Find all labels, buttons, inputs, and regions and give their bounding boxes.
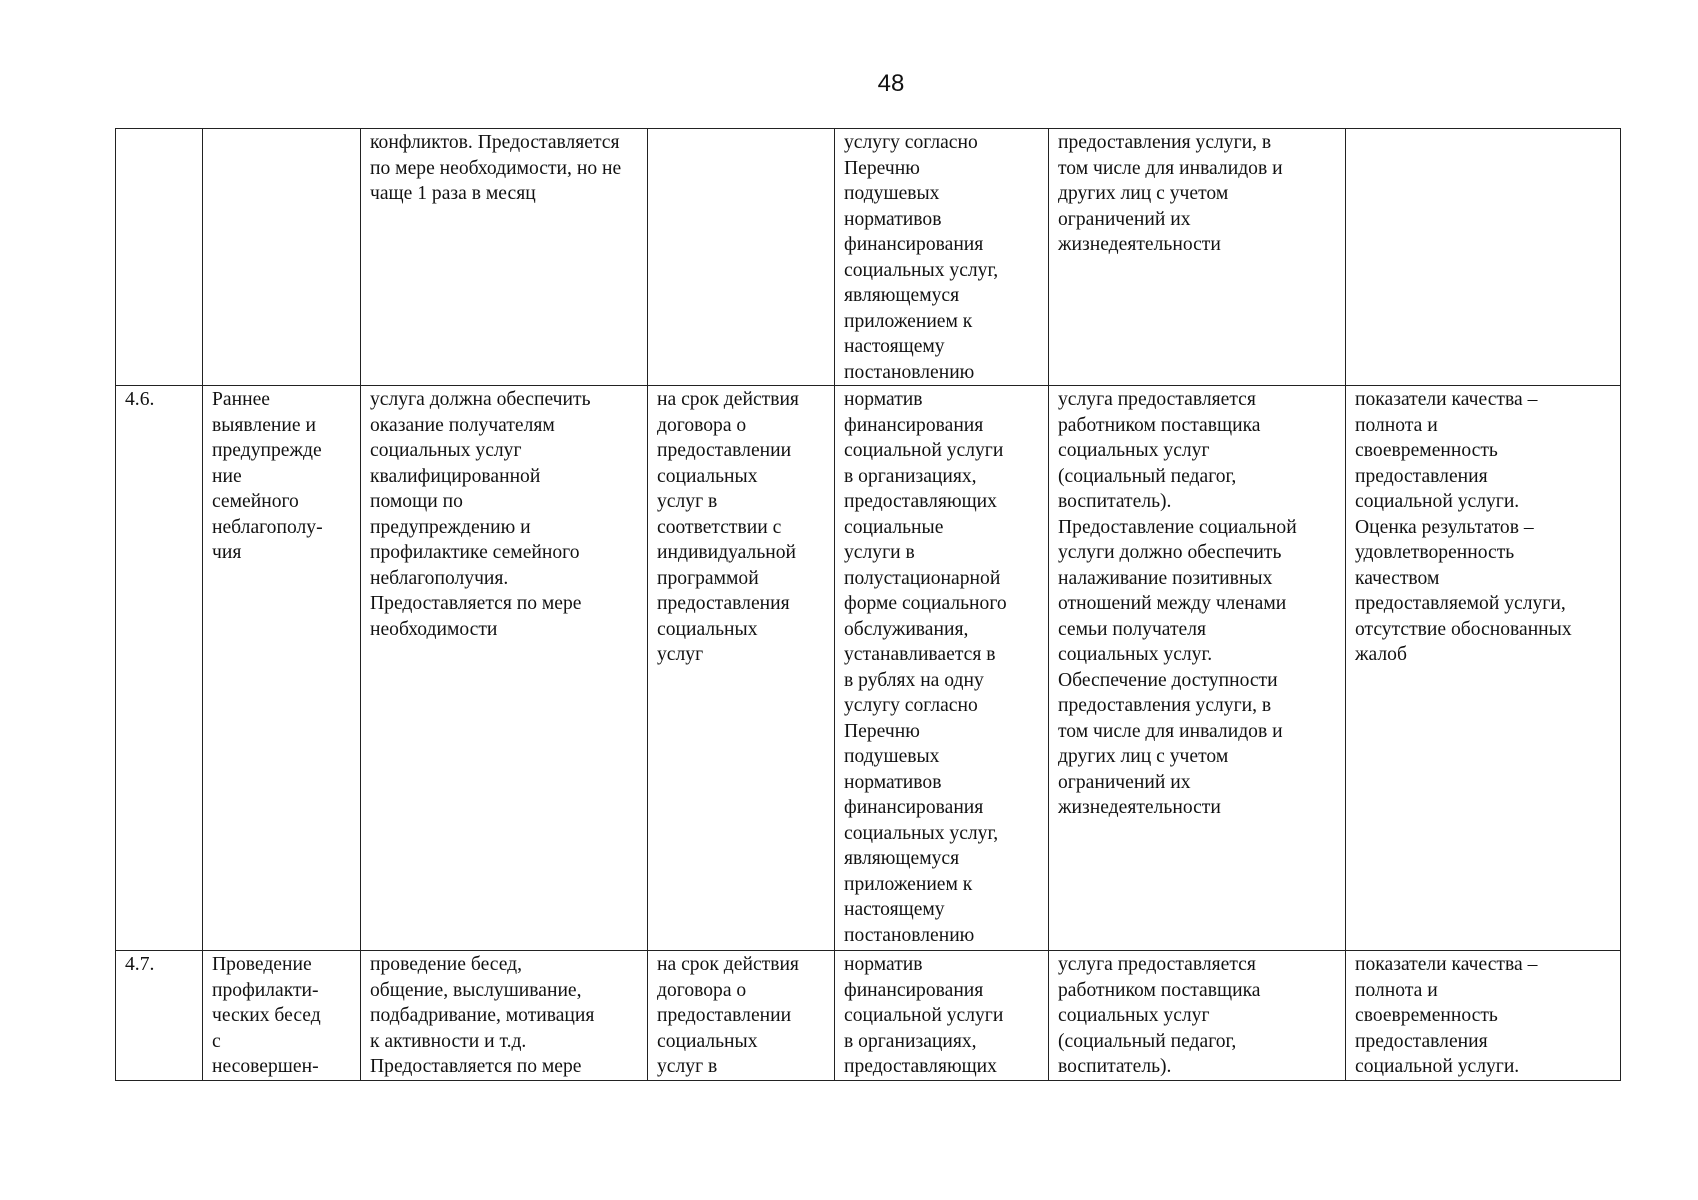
services-table	[115, 128, 1621, 1081]
cell-service-name: Проведение профилакти- ческих бесед с несовершен-	[203, 951, 361, 1081]
table-row	[116, 951, 1621, 1081]
cell-norm: норматив финансирования социальной услуги в организациях, предоставляющих	[835, 951, 1049, 1081]
table-row	[116, 129, 1621, 386]
cell-service-name: Раннее выявление и предупрежде ние семейного неблагополу- чия	[203, 386, 361, 951]
page-number: 48	[877, 70, 905, 97]
cell-number	[116, 129, 203, 386]
cell-quality: показатели качества – полнота и своевременность предоставления социальной услуги.	[1346, 951, 1621, 1081]
cell-description: проведение бесед, общение, выслушивание, подбадривание, мотивация к активности и т.д. Предоставляется по мере	[361, 951, 648, 1081]
cell-quality: показатели качества – полнота и своевременность предоставления социальной услуги. Оценка результатов – удовлетворенность качеством предоставляемой услуги, отсутствие обоснованных жалоб	[1346, 386, 1621, 951]
table-row	[116, 386, 1621, 951]
cell-quality	[1346, 129, 1621, 386]
cell-conditions: предоставления услуги, в том числе для инвалидов и других лиц с учетом ограничений их жизнедеятельности	[1049, 129, 1346, 386]
cell-description: услуга должна обеспечить оказание получателям социальных услуг квалифицированной помощи по предупреждению и профилактике семейного неблагополучия. Предоставляется по мере необходимости	[361, 386, 648, 951]
cell-norm: норматив финансирования социальной услуги в организациях, предоставляющих социальные услуги в полустационарной форме социального обслуживания, устанавливается в в рублях на одну услугу согласно Перечню подушевых нормативов финансирования социальных услуг, являющемуся приложением к настоящему постановлению	[835, 386, 1049, 951]
cell-description: конфликтов. Предоставляется по мере необходимости, но не чаще 1 раза в месяц	[361, 129, 648, 386]
cell-norm: услугу согласно Перечню подушевых нормативов финансирования социальных услуг, являющемуся приложением к настоящему постановлению	[835, 129, 1049, 386]
cell-term	[648, 129, 835, 386]
cell-service-name	[203, 129, 361, 386]
cell-number: 4.6.	[116, 386, 203, 951]
cell-conditions: услуга предоставляется работником поставщика социальных услуг (социальный педагог, воспитатель). Предоставление социальной услуги должно обеспечить налаживание позитивных отношений между членами семьи получателя социальных услуг. Обеспечение доступности предоставления услуги, в том числе для инвалидов и других лиц с учетом ограничений их жизнедеятельности	[1049, 386, 1346, 951]
cell-number: 4.7.	[116, 951, 203, 1081]
cell-term: на срок действия договора о предоставлении социальных услуг в соответствии с индивидуальной программой предоставления социальных услуг	[648, 386, 835, 951]
cell-conditions: услуга предоставляется работником поставщика социальных услуг (социальный педагог, воспитатель).	[1049, 951, 1346, 1081]
cell-term: на срок действия договора о предоставлении социальных услуг в	[648, 951, 835, 1081]
